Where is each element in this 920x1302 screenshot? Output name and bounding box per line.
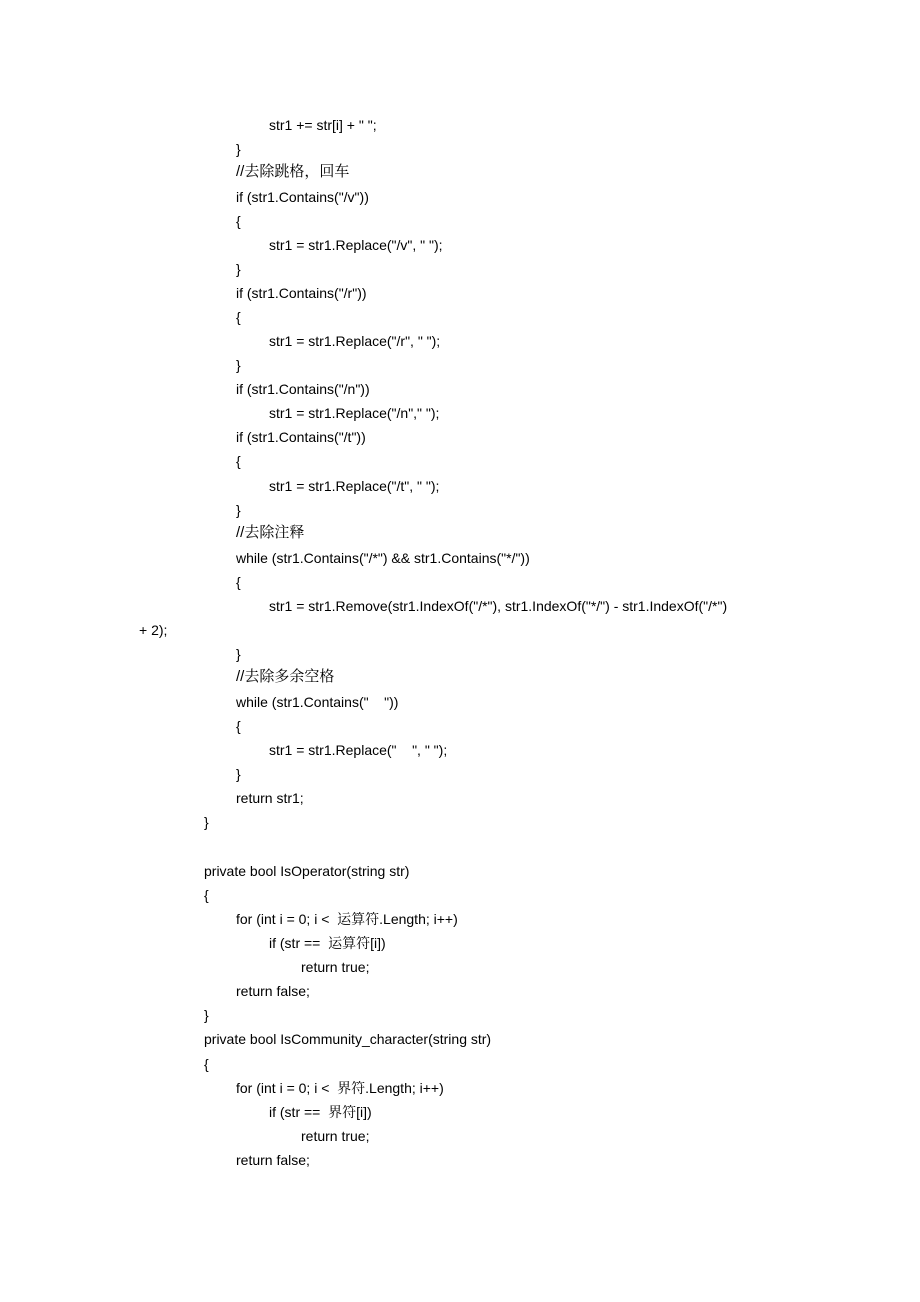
code-line: } [204,1007,209,1023]
code-line: for (int i = 0; i < 运算符.Length; i++) [236,911,458,927]
code-line: { [236,213,241,229]
code-line: private bool IsOperator(string str) [204,863,410,879]
code-line: } [236,261,241,277]
code-line: str1 = str1.Replace("/n"," "); [269,405,440,421]
code-line: str1 += str[i] + " "; [269,117,377,133]
comment-line: //去除多余空格 [236,668,335,685]
code-line: } [204,814,209,830]
code-line: if (str1.Contains("/t")) [236,429,366,445]
code-line: return str1; [236,790,304,806]
code-line: while (str1.Contains(" ")) [236,694,399,710]
code-line: + 2); [139,622,168,638]
code-line: return true; [301,1128,370,1144]
code-line: { [204,1056,209,1072]
code-line: return true; [301,959,370,975]
code-line: if (str == 界符[i]) [269,1104,372,1120]
code-line: } [236,141,241,157]
code-line: if (str1.Contains("/v")) [236,189,369,205]
code-line: str1 = str1.Replace("/v", " "); [269,237,443,253]
code-line: str1 = str1.Replace("/t", " "); [269,478,440,494]
code-line: } [236,502,241,518]
code-line: } [236,766,241,782]
code-line: if (str1.Contains("/n")) [236,381,370,397]
comment-line: //去除跳格，回车 [236,163,350,180]
code-line: if (str1.Contains("/r")) [236,285,367,301]
code-line: str1 = str1.Replace("/r", " "); [269,333,441,349]
code-line: { [204,887,209,903]
code-line: if (str == 运算符[i]) [269,935,386,951]
code-line: { [236,453,241,469]
code-line: return false; [236,983,310,999]
code-line: private bool IsCommunity_character(string str) [204,1031,492,1047]
code-line: str1 = str1.Remove(str1.IndexOf("/*"), str1.IndexOf("*/") - str1.IndexOf("/*") [269,598,728,614]
comment-line: //去除注释 [236,524,305,541]
code-line: return false; [236,1152,310,1168]
code-line: { [236,309,241,325]
code-line: } [236,357,241,373]
code-line: { [236,574,241,590]
code-line: { [236,718,241,734]
code-line: } [236,646,241,662]
code-line: while (str1.Contains("/*") && str1.Contains("*/")) [236,550,530,566]
code-line: for (int i = 0; i < 界符.Length; i++) [236,1080,444,1096]
code-line: str1 = str1.Replace(" ", " "); [269,742,448,758]
